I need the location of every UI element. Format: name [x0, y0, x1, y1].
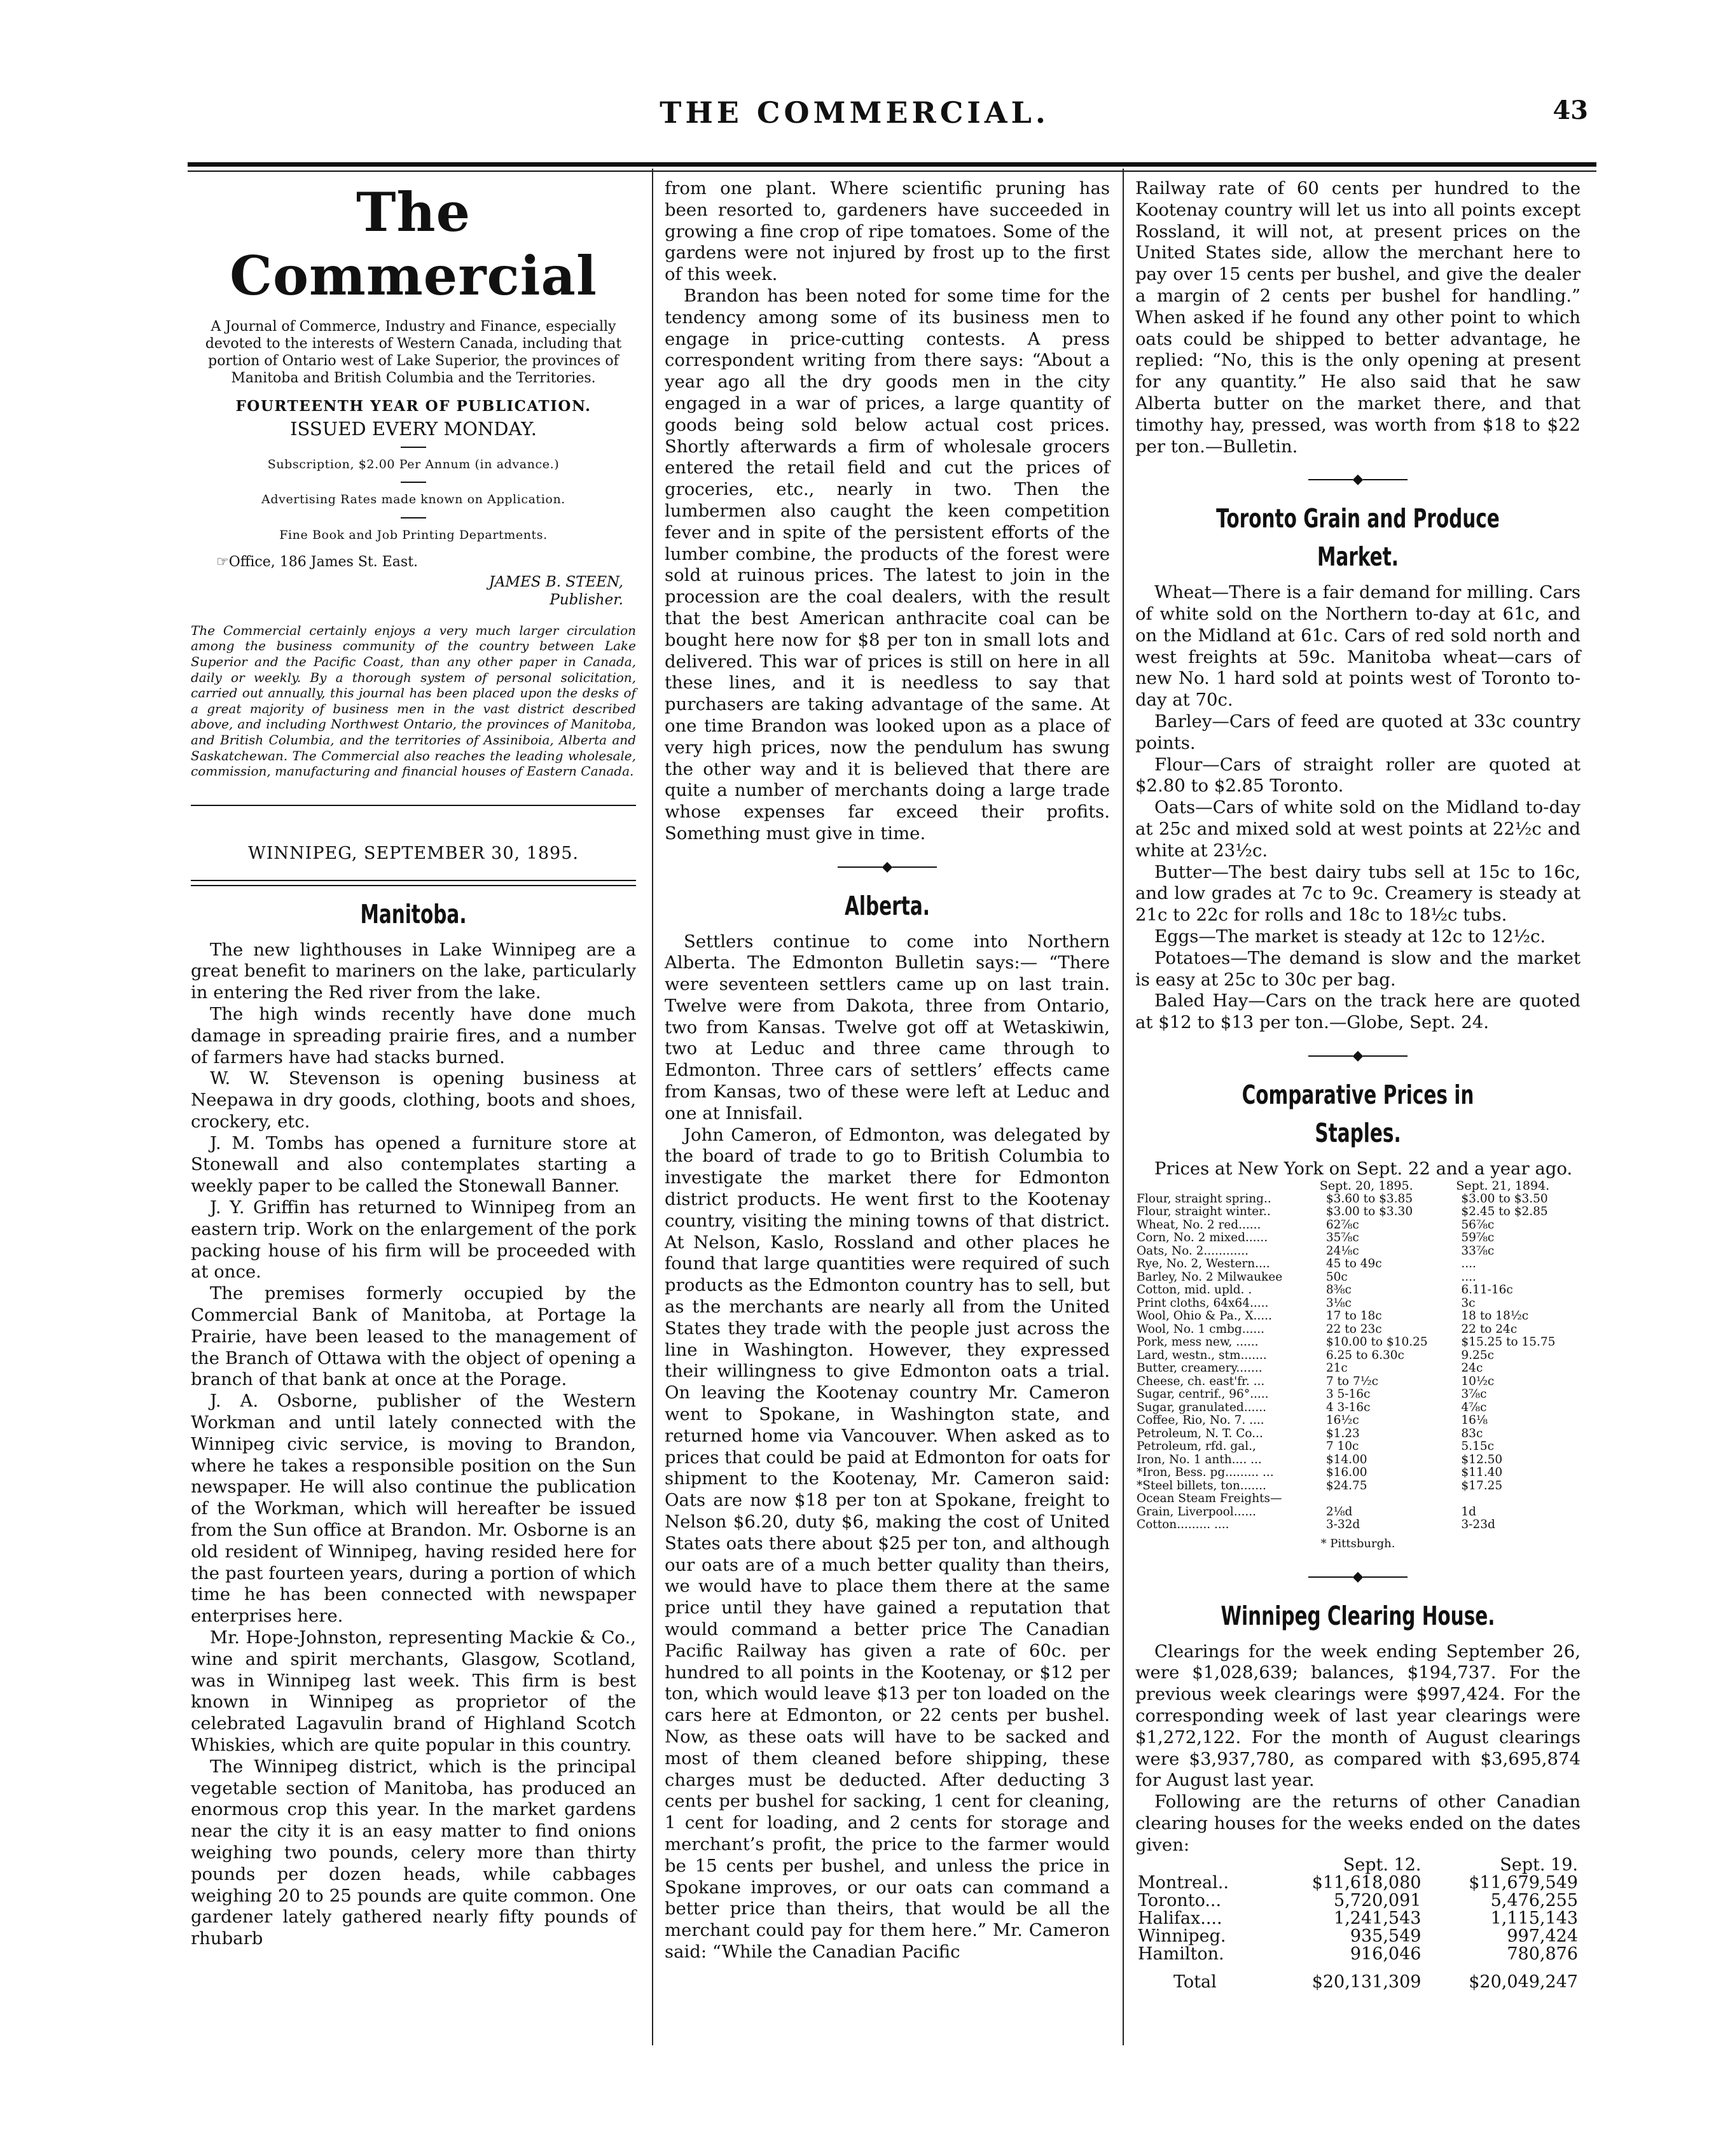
price-cell: 3⅞c — [1461, 1387, 1487, 1401]
table-row — [1135, 1874, 1581, 1892]
paragraph: Following are the returns of other Canadian clearing houses for the weeks ended on the dates given: — [1135, 1791, 1581, 1855]
price-cell: $12.50 — [1461, 1452, 1503, 1466]
masthead-issued: ISSUED EVERY MONDAY. — [290, 417, 537, 440]
price-cell: 35⅞c — [1325, 1231, 1359, 1245]
amount-cell: 5,720,091 — [1334, 1890, 1422, 1910]
paragraph: J. A. Osborne, publisher of the Western Workman and until lately connected with the Winnipeg civic service, is moving to Brandon, where he takes a responsible position on the Sun newspaper. He will also continue the publication of the Workman, which will hereafter be issued from the Sun office at Brandon. Mr. Osborne is an old resident of Winnipeg, having resided here for the past fourteen years, during a portion of which time he has been connected with newspaper enterprises here. — [191, 1391, 636, 1627]
table-row — [1135, 1193, 1581, 1206]
amount-cell: 935,549 — [1350, 1926, 1422, 1946]
publisher-title: Publisher. — [550, 591, 623, 608]
price-cell: $16.00 — [1325, 1466, 1367, 1480]
commodity-cell: Rye, No. 2, Western.... — [1137, 1257, 1270, 1271]
price-cell: 62⅞c — [1325, 1218, 1359, 1232]
table-row — [1135, 1271, 1581, 1284]
city-cell: Winnipeg. — [1138, 1926, 1226, 1946]
table-header-row — [1135, 1856, 1581, 1874]
price-cell: 21c — [1325, 1361, 1348, 1375]
price-cell: 2⅛d — [1325, 1505, 1353, 1519]
table-row — [1135, 1362, 1581, 1375]
price-cell: 83c — [1461, 1426, 1483, 1440]
commodity-cell: Wheat, No. 2 red...... — [1137, 1218, 1261, 1232]
table-row — [1135, 1910, 1581, 1928]
table-row — [1135, 1297, 1581, 1311]
job-printing-notice: Fine Book and Job Printing Departments. — [279, 528, 548, 543]
commodity-cell: Grain, Liverpool...... — [1137, 1505, 1257, 1519]
clearings-table-body — [1135, 1874, 1581, 1991]
paragraph: The new lighthouses in Lake Winnipeg are a great benefit to mariners on the lake, particularly in entering the Red river from the lake. — [191, 939, 636, 1003]
table-row — [1135, 1440, 1581, 1454]
paragraph: J. Y. Griffin has returned to Winnipeg from an eastern trip. Work on the enlargement of the pork packing house of his firm will be proceeded with at once. — [191, 1197, 636, 1283]
paragraph: Flour—Cars of straight roller are quoted at $2.80 to $2.85 Toronto. — [1135, 754, 1581, 796]
column-divider — [1123, 169, 1124, 2045]
column-header: Sept. 12. — [1343, 1854, 1422, 1875]
masthead-title: The Commercial — [230, 181, 597, 307]
divider — [401, 447, 426, 448]
paragraph: John Cameron, of Edmonton, was delegated by the board of trade to go to British Columbia to investigate the market there for Edmonton district products. He went first to the Kootenay country, visiting the mining towns of that district. At Nelson, Kaslo, Rossland and other places he found that large quantities were required of such products as the Edmonton country has to sell, but as the merchants are nearly all from the United States they trade with the people just across the line in Washington. However, they expressed their willingness to give Edmonton oats a trial. On leaving the Kootenay country Mr. Cameron went to Spokane, in Washington state, and returned home via Vancouver. When asked as to prices that could be paid at Edmonton for oats for shipment to the Kootenay, Mr. Cameron said: Oats are now $18 per ton at Spokane, freight to Nelson $6.20, duty $6, making the cost of United States oats there about $25 per ton, and although our oats are of a much better quality than theirs, we would have to place them there at the same price until they have gained a reputation that would command a better price The Canadian Pacific Railway has given a rate of 60c. per hundred to all points in the Kootenay, or $12 per ton, which would leave $13 per ton loaded on the cars here at Edmonton, or 22 cents per bushel. Now, as these oats will have to be sacked and most of them cleaned before shipping, these charges must be deducted. After deducting 3 cents per bushel for sacking, 1 cent for cleaning, 1 cent for loading, and 2 cents for storage and merchant’s profit, the price to the farmer would be 15 cents per bushel, and unless the price in Spokane improves, or our oats can command a better price than theirs, that would be all the merchant could pay for them here.” Mr. Cameron said: “While the Canadian Pacific — [665, 1124, 1110, 1962]
price-cell: .... — [1461, 1270, 1476, 1284]
column-2 — [665, 178, 1110, 1963]
commodity-cell: *Iron, Bess. pg......... ... — [1137, 1466, 1274, 1480]
table-row — [1135, 1388, 1581, 1401]
price-cell: 59⅞c — [1461, 1231, 1495, 1245]
circulation-blurb: The Commercial certainly enjoys a very much larger circulation among the business community of the country between Lake Superior and the Pacific Coast, than any other paper in Canada, daily or weekly. By a thorough system of personal solicitation, carried out annually, this journal has been placed upon the desks of a great majority of business men in the vast district described above, and including Northwest Ontario, the provinces of Manitoba, and British Columbia, and the territories of Assiniboia, Alberta and Saskatchewan. The Commercial also reaches the leading wholesale, commission, manufacturing and financial houses of Eastern Canada. — [191, 622, 636, 779]
amount-cell: $11,679,549 — [1469, 1872, 1578, 1893]
paragraph: The high winds recently have done much damage in spreading prairie fires, and a number of farmers have had stacks burned. — [191, 1003, 636, 1068]
commodity-cell: Butter, creamery....... — [1137, 1361, 1263, 1375]
amount-cell: 1,115,143 — [1490, 1908, 1578, 1928]
commodity-cell: Sugar, granulated...... — [1137, 1400, 1267, 1414]
office-address: ☞Office, 186 James St. East. — [216, 553, 419, 570]
masthead-year: FOURTEENTH YEAR OF PUBLICATION. — [235, 398, 592, 415]
price-cell: $2.45 to $2.85 — [1461, 1205, 1548, 1219]
rule — [191, 880, 636, 881]
section-ornament — [665, 856, 1110, 878]
price-cell: 24⅛c — [1325, 1244, 1359, 1258]
commodity-cell: Cotton......... .... — [1137, 1518, 1229, 1532]
paragraph: Mr. Hope-Johnston, representing Mackie & Co., wine and spirit merchants, Glasgow, Scotland, was in Winnipeg last week. This firm is best known in Winnipeg as proprietor of the celebrated Lagavulin brand of Highland Scotch Whiskies, which are quite popular in this country. — [191, 1627, 636, 1755]
price-cell: 22 to 23c — [1325, 1322, 1382, 1336]
table-row — [1135, 1945, 1581, 1963]
section-ornament — [1135, 1566, 1581, 1588]
price-cell: 8⅜c — [1325, 1283, 1352, 1297]
section-heading-alberta: Alberta. — [845, 890, 930, 921]
column-3 — [1135, 178, 1581, 1991]
section-heading-manitoba: Manitoba. — [360, 898, 467, 929]
section-heading-toronto-market: Toronto Grain and Produce Market. — [1216, 503, 1500, 573]
section-heading-staples: Comparative Prices in Staples. — [1242, 1079, 1474, 1148]
amount-cell: $11,618,080 — [1311, 1872, 1422, 1893]
city-cell: Toronto... — [1138, 1890, 1222, 1910]
price-cell: 3-23d — [1461, 1518, 1495, 1532]
column-header — [1135, 1856, 1267, 1874]
table-row — [1135, 1336, 1581, 1349]
commodity-cell: Wool, No. 1 cmbg...... — [1137, 1322, 1264, 1336]
paragraph: J. M. Tombs has opened a furniture store at Stonewall and also contemplates starting a weekly paper to be called the Stonewall Banner. — [191, 1132, 636, 1197]
price-cell: 4⅞c — [1461, 1400, 1487, 1414]
paragraph: Prices at New York on Sept. 22 and a year ago. — [1154, 1158, 1573, 1179]
commodity-cell: Petroleum, rfd. gal., — [1137, 1440, 1256, 1454]
table-row — [1135, 1928, 1581, 1945]
commodity-cell: Cotton, mid. upld. . — [1137, 1283, 1252, 1297]
table-row — [1135, 1519, 1581, 1532]
price-cell: 9.25c — [1461, 1348, 1494, 1362]
paragraph: Eggs—The market is steady at 12c to 12½c. — [1154, 926, 1546, 947]
commodity-cell: Flour, straight winter.. — [1137, 1205, 1271, 1219]
rule — [191, 805, 636, 806]
page-number: 43 — [1553, 95, 1588, 125]
price-cell: 3 5-16c — [1325, 1387, 1371, 1401]
column-header: Sept. 19. — [1500, 1854, 1578, 1875]
price-cell: $24.75 — [1325, 1478, 1367, 1492]
diamond-icon: ◆ — [1352, 1568, 1364, 1585]
column-header — [1135, 1179, 1318, 1193]
commodity-cell: *Steel billets, ton....... — [1137, 1478, 1266, 1492]
paragraph: Potatoes—The demand is slow and the market is easy at 25c to 30c per bag. — [1135, 947, 1581, 990]
commodity-cell: Lard, westn., stm....... — [1137, 1348, 1267, 1362]
price-cell: 1d — [1461, 1505, 1477, 1519]
price-cell: 4 3-16c — [1325, 1400, 1371, 1414]
price-cell: 5.15c — [1461, 1440, 1494, 1454]
table-row — [1135, 1480, 1581, 1493]
price-cell: 16½c — [1325, 1414, 1359, 1428]
table-row — [1135, 1375, 1581, 1389]
table-row — [1135, 1506, 1581, 1519]
amount-cell: 997,424 — [1507, 1926, 1578, 1946]
total-amount: $20,049,247 — [1469, 1972, 1578, 1992]
commodity-cell: Oats, No. 2............ — [1137, 1244, 1249, 1258]
commodity-cell: Iron, No. 1 anth.... ... — [1137, 1452, 1262, 1466]
table-row — [1135, 1219, 1581, 1232]
advertising-notice: Advertising Rates made known on Application. — [261, 492, 565, 507]
paragraph: from one plant. Where scientific pruning has been resorted to, gardeners have succeeded in growing a fine crop of ripe tomatoes. Some of the gardens were not injured by frost up to the first of this week. — [665, 178, 1110, 285]
price-cell — [1455, 1492, 1581, 1506]
masthead — [191, 181, 636, 779]
rule — [191, 885, 636, 886]
paragraph: Barley—Cars of feed are quoted at 33c country points. — [1135, 711, 1581, 753]
paragraph: The Winnipeg district, which is the principal vegetable section of Manitoba, has produced an enormous crop this year. In the market gardens near the city it is an easy matter to find onions weighing two pounds, celery more than thirty pounds per dozen heads, while cabbages weighing 20 to 25 pounds are quite common. One gardener lately gathered nearly fifty pounds of rhubarb — [191, 1756, 636, 1949]
price-cell: 50c — [1325, 1270, 1348, 1284]
column-1 — [191, 178, 636, 1950]
commodity-cell: Petroleum, N. T. Co... — [1137, 1426, 1263, 1440]
price-cell: 7 to 7½c — [1325, 1374, 1379, 1388]
table-row — [1135, 1466, 1581, 1480]
dateline: WINNIPEG, SEPTEMBER 30, 1895. — [248, 843, 579, 863]
commodity-cell: Flour, straight spring.. — [1137, 1192, 1271, 1206]
staples-table-body — [1135, 1193, 1581, 1532]
paragraph: The premises formerly occupied by the Commercial Bank of Manitoba, at Portage la Prairie, have been leased to the management of the Branch of Ottawa with the object of opening a branch of that bank at once at the Porage. — [191, 1283, 636, 1390]
price-cell: 18 to 18½c — [1461, 1309, 1529, 1323]
table-row — [1135, 1349, 1581, 1363]
page-header — [0, 95, 1709, 140]
paragraph: Oats—Cars of white sold on the Midland to-day at 25c and mixed sold at west points at 22½c and white at 23½c. — [1135, 797, 1581, 861]
price-cell: 3c — [1461, 1296, 1476, 1310]
pointing-hand-icon: ☞ — [216, 553, 229, 570]
table-row — [1135, 1245, 1581, 1258]
price-cell: $1.23 — [1325, 1426, 1360, 1440]
total-row — [1135, 1963, 1581, 1991]
table-row — [1135, 1454, 1581, 1467]
commodity-cell: Pork, mess new, ...... — [1137, 1335, 1259, 1349]
price-cell: $3.00 to $3.30 — [1325, 1205, 1413, 1219]
table-row — [1135, 1232, 1581, 1245]
price-cell: 10½c — [1461, 1374, 1495, 1388]
section-ornament — [1135, 1045, 1581, 1067]
paragraph: W. W. Stevenson is opening business at Neepawa in dry goods, clothing, boots and shoes, crockery, etc. — [191, 1068, 636, 1132]
column-divider — [652, 169, 653, 2045]
city-cell: Hamilton. — [1138, 1944, 1224, 1964]
table-row — [1135, 1428, 1581, 1441]
price-cell: 3⅛c — [1325, 1296, 1352, 1310]
table-row — [1135, 1401, 1581, 1415]
paragraph: Railway rate of 60 cents per hundred to the Kootenay country will let us into all points except Rossland, it will not, at present prices on the United States side, allow the merchant here to pay over 15 cents per bushel, and give the dealer a margin of 2 cents per bushel for handling.” When asked if he found any other point to which oats could be shipped to better advantage, he replied: “No, this is the only opening at present for any quantity.” He also said that he saw Alberta butter on the market there, and that timothy hay, pressed, was worth from $18 to $22 per ton.—Bulletin. — [1135, 178, 1581, 457]
publisher-name: JAMES B. STEEN, — [488, 573, 623, 590]
table-row — [1135, 1492, 1581, 1506]
table-row — [1135, 1206, 1581, 1219]
column-header: Sept. 21, 1894. — [1456, 1179, 1550, 1193]
table-row — [1135, 1284, 1581, 1297]
divider — [401, 517, 426, 518]
price-cell: 3-32d — [1325, 1518, 1360, 1532]
price-cell: 33⅞c — [1461, 1244, 1495, 1258]
total-label: Total — [1173, 1972, 1217, 1992]
price-cell: 6.11-16c — [1461, 1283, 1513, 1297]
price-cell: 24c — [1461, 1361, 1483, 1375]
price-cell: $14.00 — [1325, 1452, 1367, 1466]
running-title: THE COMMERCIAL. — [660, 95, 1049, 130]
manitoba-article — [191, 940, 636, 1950]
commodity-cell: Corn, No. 2 mixed...... — [1137, 1231, 1268, 1245]
diamond-icon: ◆ — [1352, 471, 1364, 488]
section-heading-clearing-house: Winnipeg Clearing House. — [1221, 1600, 1495, 1631]
price-cell: .... — [1461, 1257, 1476, 1271]
amount-cell: 780,876 — [1507, 1944, 1578, 1964]
paragraph: Butter—The best dairy tubs sell at 15c to 16c, and low grades at 7c to 9c. Creamery is steady at 21c to 22c for rolls and 18c to 18½c tubs. — [1135, 861, 1581, 926]
paragraph: Baled Hay—Cars on the track here are quoted at $12 to $13 per ton.—Globe, Sept. 24. — [1135, 991, 1581, 1033]
price-cell: $17.25 — [1461, 1478, 1503, 1492]
paragraph: Brandon has been noted for some time for the tendency among some of its business men to engage in price-cutting contests. A press correspondent writing from there says: “About a year ago all the dry goods men in the city engaged in a war of prices, a large quantity of goods being sold below actual cost prices. Shortly afterwards a firm of wholesale grocers entered the retail field and cut the prices of groceries, etc., nearly in two. Then the lumbermen also caught the keen competition fever and in spite of the persistent efforts of the lumber combine, the products of the forest were sold at ruinous prices. The latest to join in the procession are the coal dealers, with the result that the best American anthracite coal can be bought here now for $8 per ton in small lots and delivered. This war of prices is still on here in all these lines, and it is needless to say that purchasers are taking advantage of the same. At one time Brandon was looked upon as a place of very high prices, now the pendulum has swung the other way and it is believed that there are quite a number of merchants doing a large trade whose expenses far exceed their profits. Something must give in time. — [665, 285, 1110, 844]
price-cell — [1318, 1492, 1455, 1506]
price-cell: $15.25 to 15.75 — [1461, 1335, 1556, 1349]
table-row — [1135, 1258, 1581, 1271]
paragraph: Clearings for the week ending September 26, were $1,028,639; balances, $194,737. For the previous week clearings were $997,424. For the corresponding week of last year clearings were $1,272,122. For the month of August clearings were $3,937,780, as compared with $3,695,874 for August last year. — [1135, 1641, 1581, 1791]
table-row — [1135, 1310, 1581, 1323]
commodity-cell: Ocean Steam Freights— — [1137, 1492, 1282, 1506]
paragraph: Wheat—There is a fair demand for milling. Cars of white sold on the Northern to-day at 61c, and on the Midland at 61c. Cars of red sold north and west freights at 59c. Manitoba wheat—cars of new No. 1 hard sold at points west of Toronto to-day at 70c. — [1135, 582, 1581, 711]
staples-price-table — [1135, 1179, 1581, 1532]
price-cell: 16⅛ — [1461, 1414, 1488, 1428]
price-cell: 7 10c — [1325, 1440, 1359, 1454]
price-cell: 6.25 to 6.30c — [1325, 1348, 1404, 1362]
city-cell: Halifax.... — [1138, 1908, 1222, 1928]
commodity-cell: Print cloths, 64x64..... — [1137, 1296, 1269, 1310]
price-cell: 45 to 49c — [1325, 1257, 1382, 1271]
commodity-cell: Barley, No. 2 Milwaukee — [1137, 1270, 1283, 1284]
paragraph: Settlers continue to come into Northern Alberta. The Edmonton Bulletin says:— “There were seventeen settlers came up on last train. Twelve were from Dakota, three from Ontario, two from Kansas. Twelve got off at Wetaskiwin, two at Leduc and three came through to Edmonton. Three cars of settlers’ effects came from Kansas, two of these were left at Leduc and one at Innisfail. — [665, 931, 1110, 1123]
divider — [401, 482, 426, 483]
amount-cell: 1,241,543 — [1334, 1908, 1422, 1928]
price-cell: $3.00 to $3.50 — [1461, 1192, 1548, 1206]
diamond-icon: ◆ — [882, 858, 893, 875]
section-ornament — [1135, 469, 1581, 490]
subscription-notice: Subscription, $2.00 Per Annum (in advance.) — [267, 457, 560, 471]
table-header-row — [1135, 1179, 1581, 1193]
diamond-icon: ◆ — [1352, 1047, 1364, 1064]
price-cell: 17 to 18c — [1325, 1309, 1382, 1323]
table-row — [1135, 1892, 1581, 1910]
price-cell: 22 to 24c — [1461, 1322, 1518, 1336]
amount-cell: 916,046 — [1350, 1944, 1422, 1964]
table-row — [1135, 1414, 1581, 1428]
commodity-cell: Cheese, ch. east'fr. ... — [1137, 1374, 1265, 1388]
price-cell: $11.40 — [1461, 1466, 1503, 1480]
table-footnote: * Pittsburgh. — [1320, 1536, 1395, 1550]
price-cell: $10.00 to $10.25 — [1325, 1335, 1428, 1349]
amount-cell: 5,476,255 — [1490, 1890, 1578, 1910]
clearings-table — [1135, 1856, 1581, 1991]
price-cell: 56⅞c — [1461, 1218, 1495, 1232]
commodity-cell: Sugar, centrif., 96°..... — [1137, 1387, 1269, 1401]
price-cell: $3.60 to $3.85 — [1325, 1192, 1413, 1206]
table-row — [1135, 1323, 1581, 1337]
total-amount: $20,131,309 — [1311, 1972, 1422, 1992]
city-cell: Montreal.. — [1138, 1872, 1229, 1893]
commodity-cell: Coffee, Rio, No. 7. .... — [1137, 1414, 1264, 1428]
column-header: Sept. 20, 1895. — [1319, 1179, 1413, 1193]
header-rule-thin — [188, 170, 1596, 172]
header-rule — [188, 162, 1596, 167]
commodity-cell: Wool, Ohio & Pa., X..... — [1137, 1309, 1272, 1323]
masthead-subtitle: A Journal of Commerce, Industry and Finance, especially devoted to the interests of Western Canada, including that portion of Ontario west of Lake Superior, the provinces of Manitoba and British Columbia and the Territories. — [205, 319, 622, 386]
